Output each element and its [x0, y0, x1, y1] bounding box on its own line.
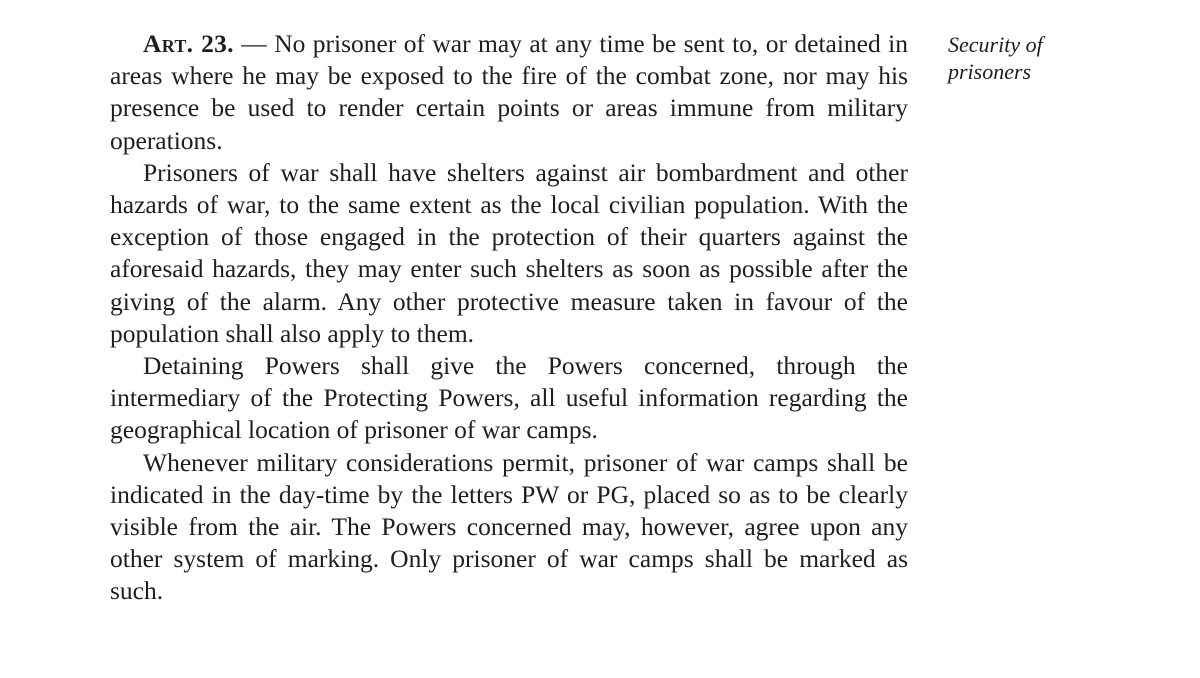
article-heading: Art. 23. — [143, 29, 234, 58]
paragraph-1-text: No prisoner of war may at any time be sent to, or detained in areas where he may be exposed to the fire of the combat zone, nor may his presence be used to render certain points or areas immune from military operations. — [110, 29, 908, 155]
margin-note-line-1: Security of — [948, 32, 1043, 57]
margin-note — [948, 31, 1098, 85]
margin-note-line-2: prisoners — [948, 59, 1032, 84]
article-paragraph-3: Detaining Powers shall give the Powers concerned, through the intermediary of the Protecting Powers, all useful information regarding the geographical location of prisoner of war camps. — [110, 351, 908, 445]
article-body — [110, 28, 908, 608]
article-paragraph-4: Whenever military considerations permit, prisoner of war camps shall be indicated in the day-time by the letters PW or PG, placed so as to be clearly visible from the air. The Powers concerned may, however, agree upon any other system of marking. Only prisoner of war camps shall be marked as such. — [110, 447, 908, 606]
article-heading-dash: — — [233, 29, 275, 58]
article-paragraph-1 — [110, 28, 908, 157]
article-paragraph-2: Prisoners of war shall have shelters against air bombardment and other hazards of war, to the same extent as the local civilian population. With the exception of those engaged in the protection of their quarters against the aforesaid hazards, they may enter such shelters as soon as possible after the giving of the alarm. Any other protective measure taken in favour of the population shall also apply to them. — [110, 157, 908, 348]
